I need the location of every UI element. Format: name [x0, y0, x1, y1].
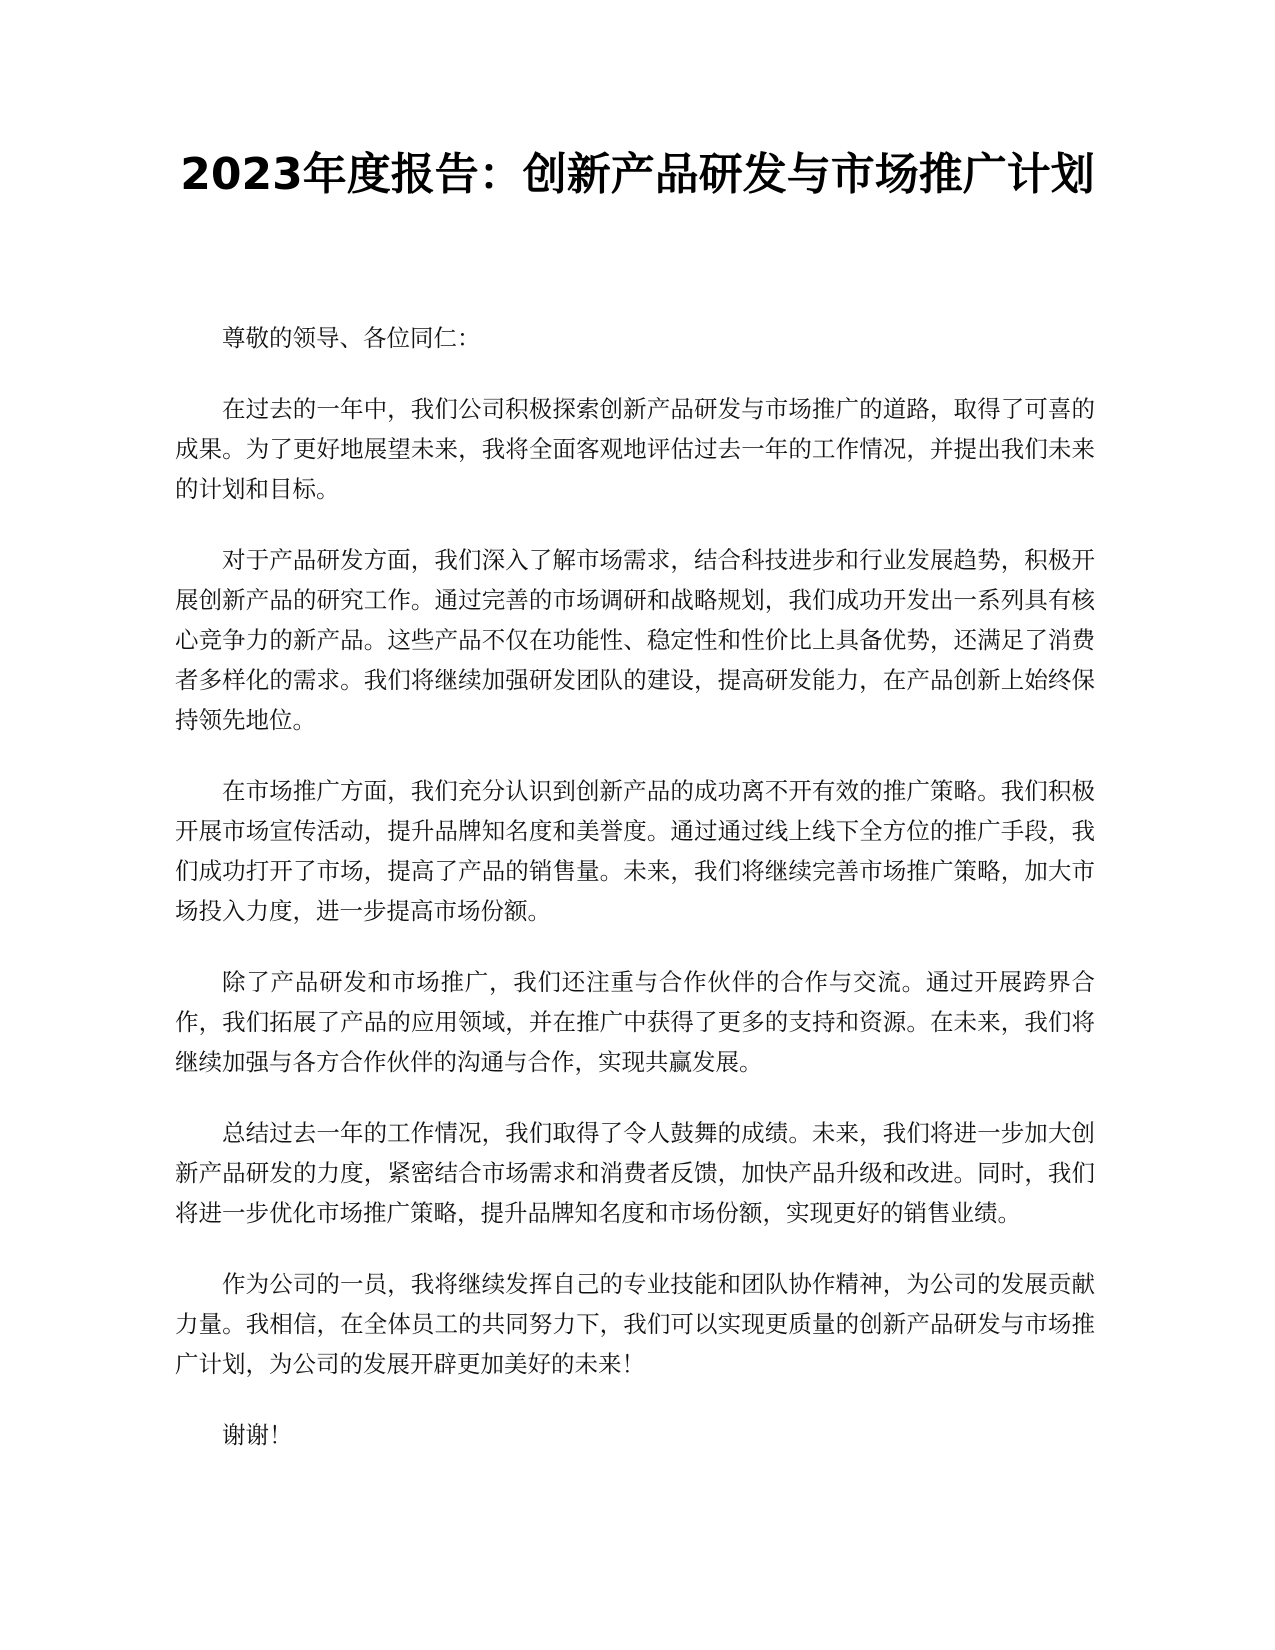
paragraph-marketing: 在市场推广方面，我们充分认识到创新产品的成功离不开有效的推广策略。我们积极开展市场宣传活动，提升品牌知名度和美誉度。通过通过线上线下全方位的推广手段，我们成功打开了市场，提高了产品的销售量。未来，我们将继续完善市场推广策略，加大市场投入力度，进一步提高市场份额。 — [175, 777, 1095, 925]
paragraph-summary: 总结过去一年的工作情况，我们取得了令人鼓舞的成绩。未来，我们将进一步加大创新产品研发的力度，紧密结合市场需求和消费者反馈，加快产品升级和改进。同时，我们将进一步优化市场推广策略，提升品牌知名度和市场份额，实现更好的销售业绩。 — [175, 1119, 1095, 1227]
paragraph-partnership: 除了产品研发和市场推广，我们还注重与合作伙伴的合作与交流。通过开展跨界合作，我们拓展了产品的应用领域，并在推广中获得了更多的支持和资源。在未来，我们将继续加强与各方合作伙伴的沟通与合作，实现共赢发展。 — [175, 968, 1095, 1076]
document-body — [175, 318, 1095, 1486]
paragraph-product-rd: 对于产品研发方面，我们深入了解市场需求，结合科技进步和行业发展趋势，积极开展创新产品的研究工作。通过完善的市场调研和战略规划，我们成功开发出一系列具有核心竞争力的新产品。这些产品不仅在功能性、稳定性和性价比上具备优势，还满足了消费者多样化的需求。我们将继续加强研发团队的建设，提高研发能力，在产品创新上始终保持领先地位。 — [175, 546, 1095, 734]
document-title: 2023年度报告：创新产品研发与市场推广计划 — [180, 149, 1095, 200]
paragraph-commitment: 作为公司的一员，我将继续发挥自己的专业技能和团队协作精神，为公司的发展贡献力量。我相信，在全体员工的共同努力下，我们可以实现更质量的创新产品研发与市场推广计划，为公司的发展开辟更加美好的未来！ — [175, 1270, 1095, 1378]
closing-thanks: 谢谢！ — [222, 1421, 293, 1449]
salutation: 尊敬的领导、各位同仁： — [222, 324, 481, 352]
paragraph-review-intro: 在过去的一年中，我们公司积极探索创新产品研发与市场推广的道路，取得了可喜的成果。为了更好地展望未来，我将全面客观地评估过去一年的工作情况，并提出我们未来的计划和目标。 — [175, 395, 1095, 503]
